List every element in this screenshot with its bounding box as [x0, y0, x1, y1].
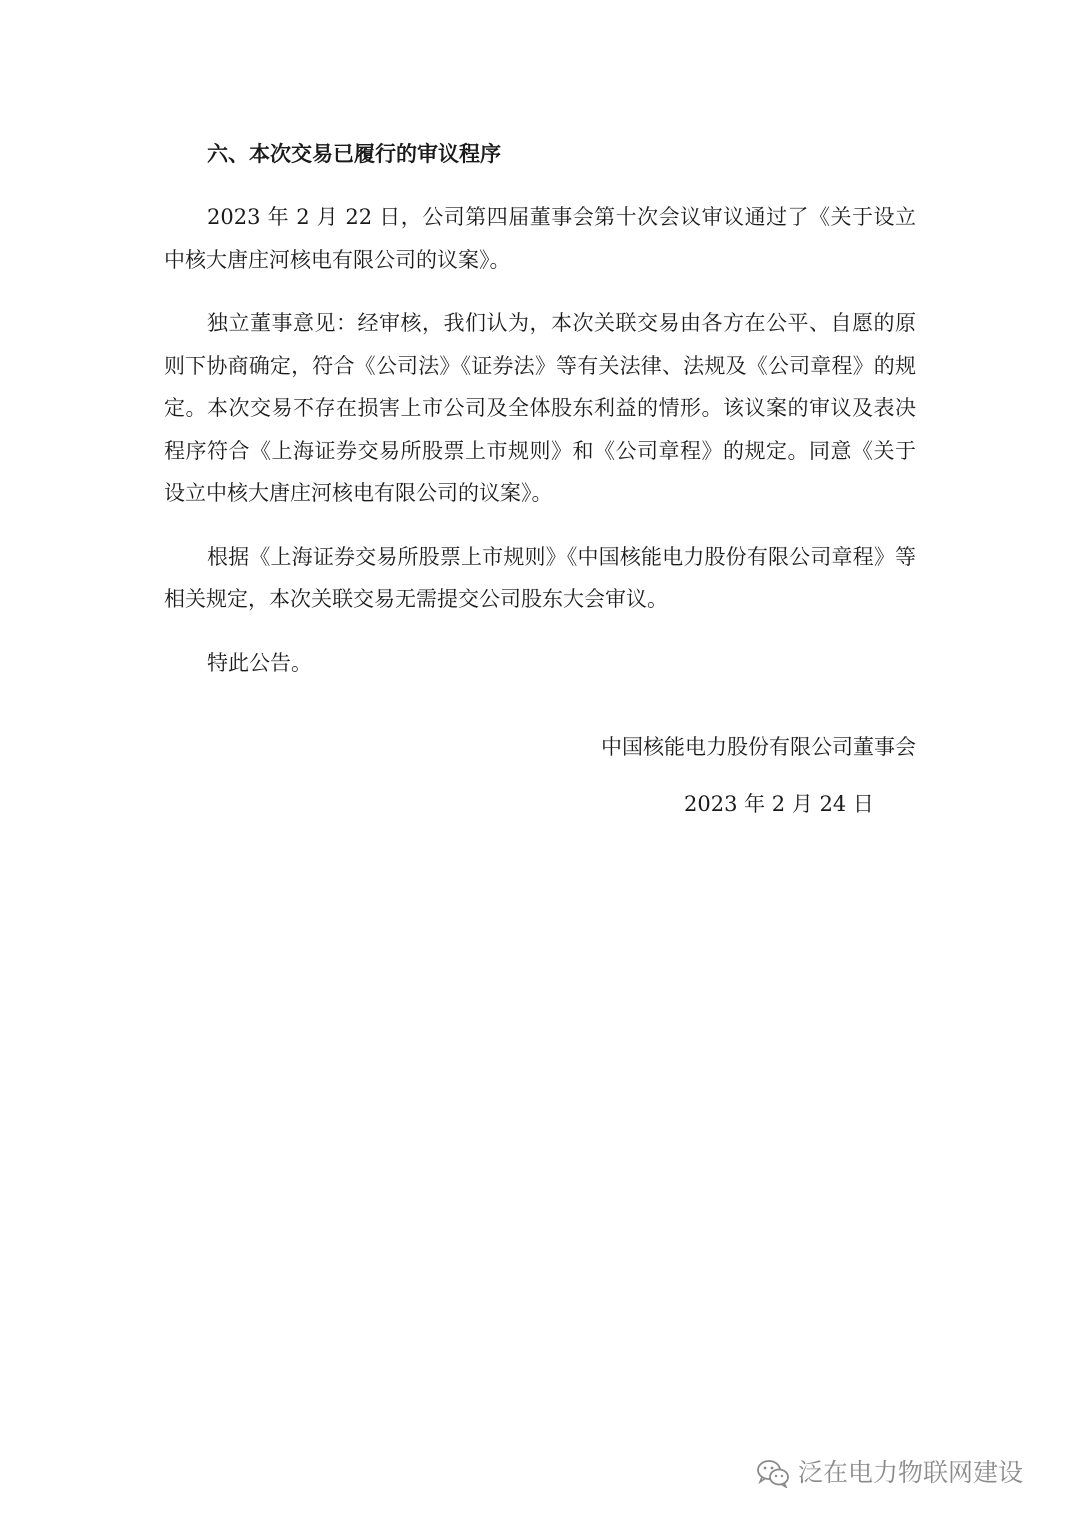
document-body: [164, 133, 916, 684]
announcement-date: 2023 年 2 月 24 日: [684, 792, 874, 816]
paragraph-shareholder-approval: 根据《上海证券交易所股票上市规则》《中国核能电力股份有限公司章程》等相关规定，本次关联交易无需提交公司股东大会审议。: [164, 544, 916, 611]
section-heading: 六、本次交易已履行的审议程序: [207, 142, 501, 166]
watermark-text: 泛在电力物联网建设: [798, 1458, 1024, 1487]
wechat-icon: [756, 1458, 790, 1488]
watermark: [756, 1455, 1023, 1491]
signature: 中国核能电力股份有限公司董事会: [601, 735, 916, 759]
paragraph-board-approval: 2023 年 2 月 22 日，公司第四届董事会第十次会议审议通过了《关于设立中核大唐庄河核电有限公司的议案》。: [164, 205, 916, 272]
closing-statement: 特此公告。: [207, 650, 312, 675]
paragraph-independent-director-opinion: 独立董事意见：经审核，我们认为，本次关联交易由各方在公平、自愿的原则下协商确定，符合《公司法》《证券法》等有关法律、法规及《公司章程》的规定。本次交易不存在损害上市公司及全体股东利益的情形。该议案的审议及表决程序符合《上海证券交易所股票上市规则》和《公司章程》的规定。同意《关于设立中核大唐庄河核电有限公司的议案》。: [164, 311, 916, 505]
